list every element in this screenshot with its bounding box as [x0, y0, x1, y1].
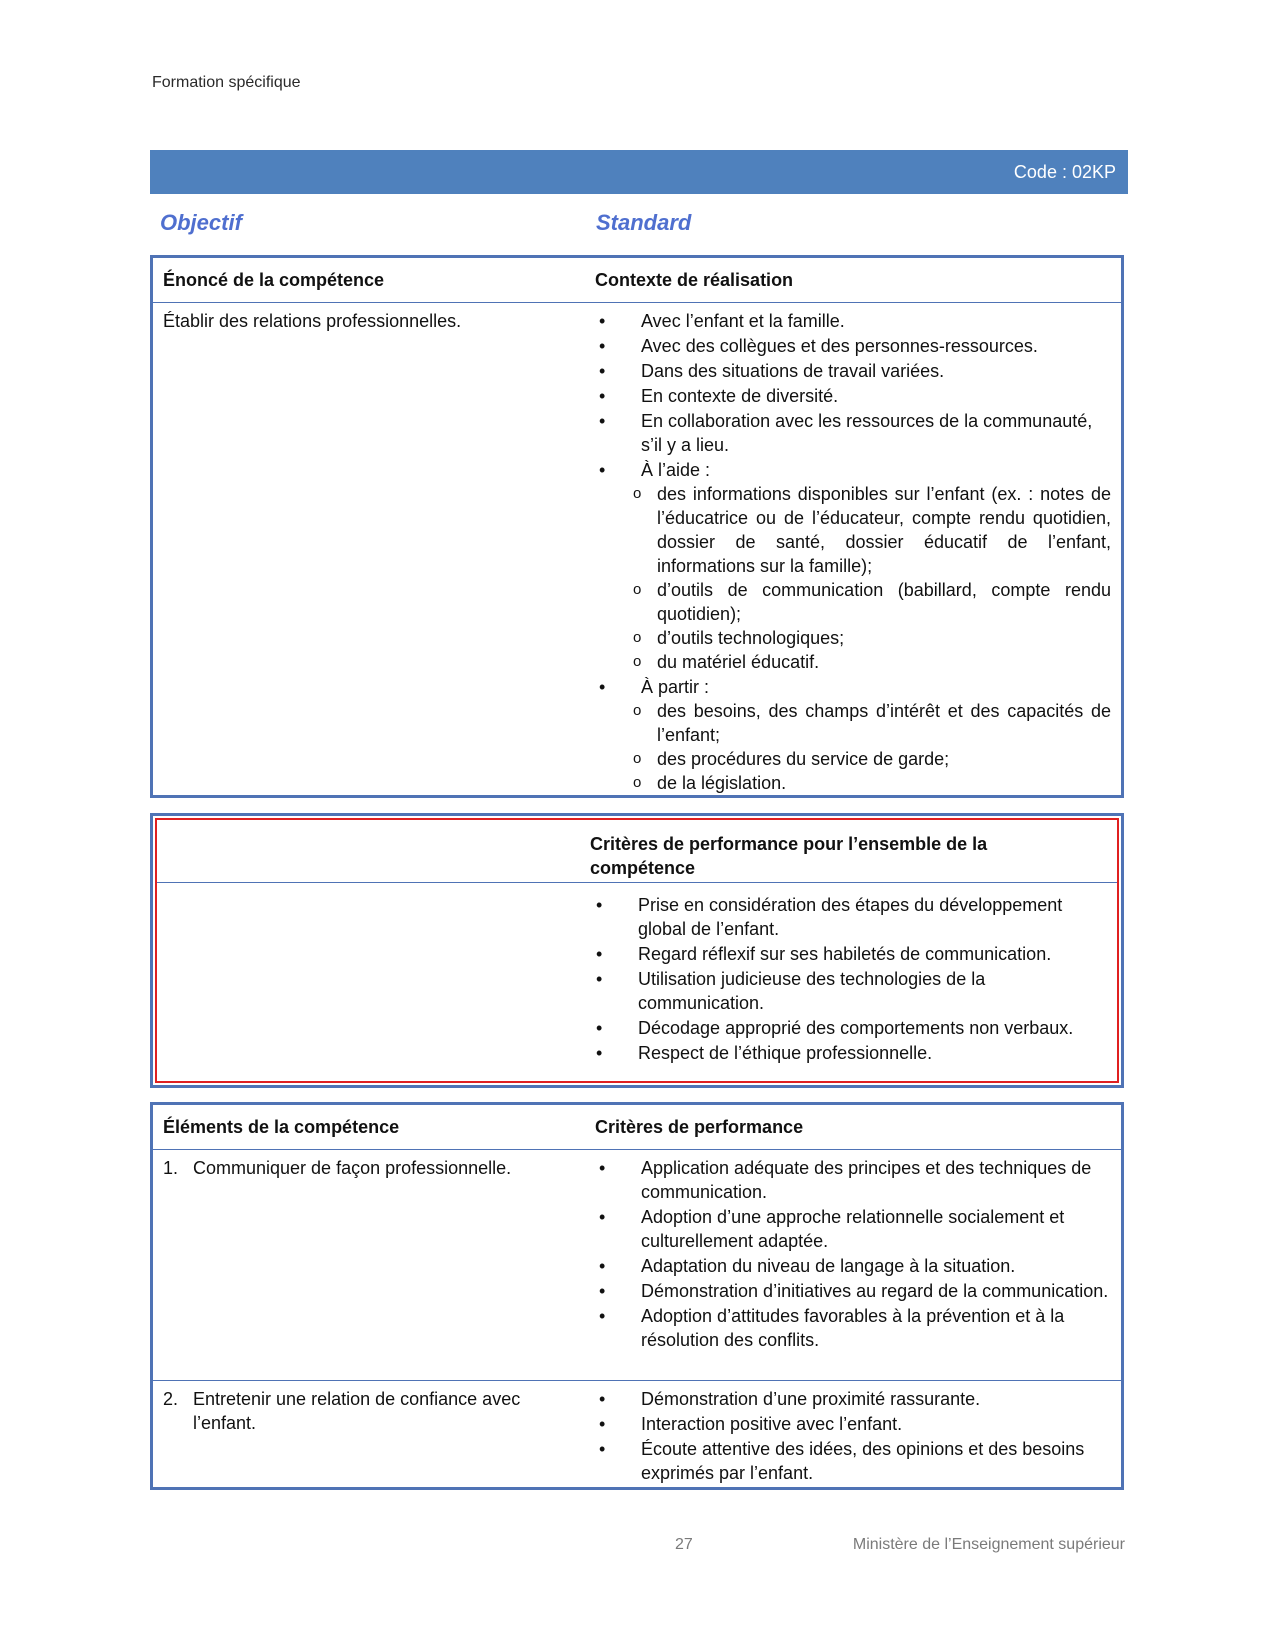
list-item: • Respect de l’éthique professionnelle. — [590, 1041, 1110, 1065]
overall-criteria-frame — [155, 818, 1119, 1083]
sub-list-item: o du matériel éducatif. — [627, 650, 1111, 674]
list-item: • Avec des collègues et des personnes-ressources. — [593, 334, 1111, 358]
partir-sublist — [627, 699, 1111, 795]
context-column-heading: Contexte de réalisation — [595, 270, 794, 290]
standard-heading: Standard — [596, 210, 692, 235]
page-header: Formation spécifique — [152, 74, 301, 91]
element-1-criteria — [593, 1156, 1111, 1352]
list-item: • Adoption d’une approche relationnelle socialement et culturellement adaptée. — [593, 1205, 1111, 1253]
objectif-heading: Objectif — [160, 210, 242, 235]
list-item: • En contexte de diversité. — [593, 384, 1111, 408]
context-list — [593, 309, 1111, 795]
elements-column-heading: Éléments de la compétence — [163, 1117, 400, 1137]
competence-table-header — [153, 258, 1121, 303]
table-row — [153, 1150, 1121, 1380]
competence-statement: Établir des relations professionnelles. — [163, 311, 462, 331]
elements-table — [150, 1102, 1124, 1490]
sub-list-item: o des besoins, des champs d’intérêt et des capacités de l’enfant; — [627, 699, 1111, 747]
element-1: 1. Communiquer de façon professionnelle. — [163, 1158, 512, 1178]
sub-list-item: o d’outils de communication (babillard, compte rendu quotidien); — [627, 578, 1111, 626]
list-item: • Adaptation du niveau de langage à la situation. — [593, 1254, 1111, 1278]
list-item: • Prise en considération des étapes du développement global de l’enfant. — [590, 893, 1110, 941]
sub-list-item: o de la législation. — [627, 771, 1111, 795]
list-item: • Adoption d’attitudes favorables à la prévention et à la résolution des conflits. — [593, 1304, 1111, 1352]
code-label: Code : 02KP — [1013, 162, 1116, 182]
sub-list-item: o d’outils technologiques; — [627, 626, 1111, 650]
list-item: • À partir : o des besoins, des champs d’intérêt et des capacités de l’enfant; o des procédures du service de garde; o de la législation. — [593, 675, 1111, 795]
list-item: • Utilisation judicieuse des technologies de la communication. — [590, 967, 1110, 1015]
criteria-column-heading: Critères de performance — [595, 1117, 804, 1137]
list-item: • En collaboration avec les ressources de la communauté, s’il y a lieu. — [593, 409, 1111, 457]
overall-criteria-box — [150, 813, 1124, 1088]
overall-criteria-title: Critères de performance pour l’ensemble de la compétence — [590, 834, 988, 878]
elements-table-header — [153, 1105, 1121, 1150]
element-2-criteria — [593, 1387, 1111, 1485]
list-item: • Application adéquate des principes et des techniques de communication. — [593, 1156, 1111, 1204]
footer-page-number: 27 — [675, 1536, 693, 1553]
list-item: • Démonstration d’initiatives au regard de la communication. — [593, 1279, 1111, 1303]
list-item: • Dans des situations de travail variées. — [593, 359, 1111, 383]
competence-table — [150, 255, 1124, 798]
list-item: • Décodage approprié des comportements non verbaux. — [590, 1016, 1110, 1040]
list-item: • À l’aide : o des informations disponibles sur l’enfant (ex. : notes de l’éducatrice ou de l’éducateur, compte rendu quotidien, dossier de santé, dossier éducatif de l’enfant, informations sur la famille); o d’outils de communication (babillard, compte rendu quotidien); o d’outils technologiques; o du matériel éducatif. — [593, 458, 1111, 674]
competence-row — [153, 303, 1121, 802]
aide-sublist — [627, 482, 1111, 674]
element-2: 2. Entretenir une relation de confiance avec l’enfant. — [163, 1389, 521, 1433]
list-item: • Avec l’enfant et la famille. — [593, 309, 1111, 333]
sub-list-item: o des procédures du service de garde; — [627, 747, 1111, 771]
footer-ministry: Ministère de l’Enseignement supérieur — [852, 1536, 1125, 1553]
overall-criteria-list — [590, 893, 1110, 1065]
list-item: • Interaction positive avec l’enfant. — [593, 1412, 1111, 1436]
list-item: • Écoute attentive des idées, des opinions et des besoins exprimés par l’enfant. — [593, 1437, 1111, 1485]
sub-list-item: o des informations disponibles sur l’enfant (ex. : notes de l’éducatrice ou de l’éducateur, compte rendu quotidien, dossier de santé, dossier éducatif de l’enfant, informations sur la famille); — [627, 482, 1111, 578]
list-item: • Regard réflexif sur ses habiletés de communication. — [590, 942, 1110, 966]
code-banner — [150, 150, 1128, 194]
list-item: • Démonstration d’une proximité rassurante. — [593, 1387, 1111, 1411]
table-row — [153, 1380, 1121, 1492]
statement-column-heading: Énoncé de la compétence — [163, 270, 385, 290]
